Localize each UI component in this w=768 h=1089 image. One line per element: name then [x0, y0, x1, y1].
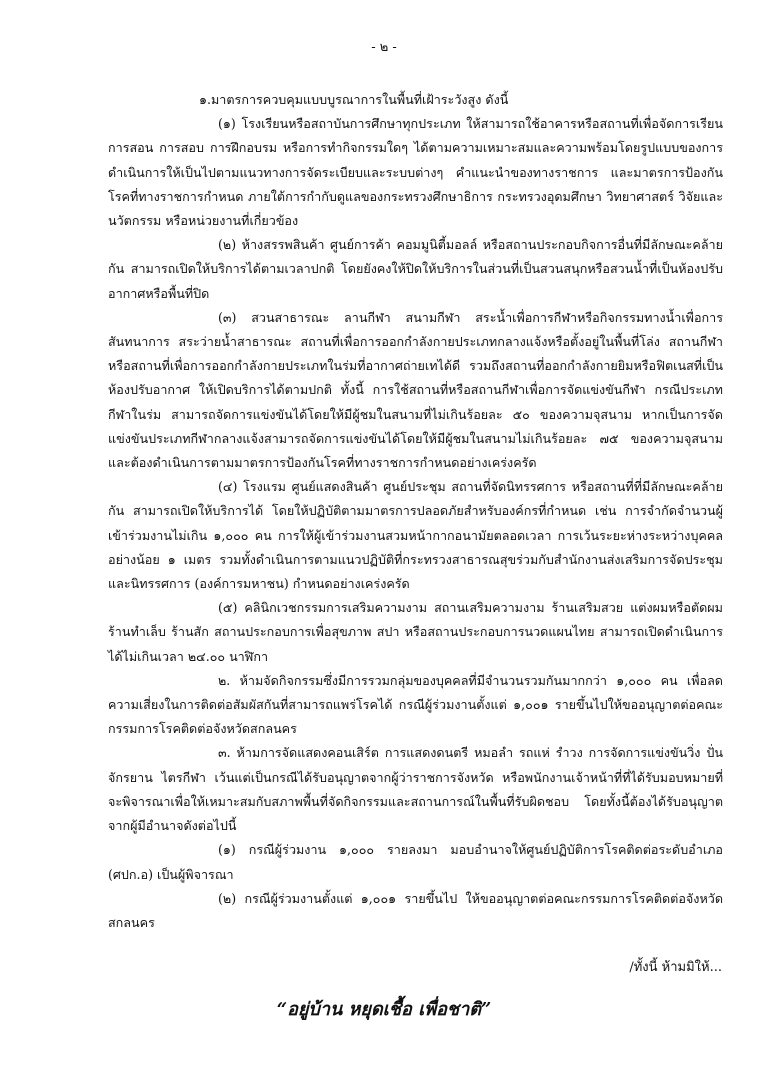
paragraph-1-2-malls: (๒) ห้างสรรพสินค้า ศูนย์การค้า คอมมูนิตี้มอลล์ หรือสถานประกอบกิจการอื่นที่มีลักษณะคล้ายกัน สามารถเปิดให้บริการได้ตามเวลาปกติ โดยยังคงให้ปิดให้บริการในส่วนที่เป็นสวนสนุกหรือสวนน้ำที่เป็นห้องปรับอากาศหรือพื้นที่ปิด — [108, 237, 723, 301]
section-heading-1: ๑.มาตรการควบคุมแบบบูรณาการในพื้นที่เฝ้าระวังสูง ดังนี้ — [199, 92, 509, 107]
slogan: “อยู่บ้าน หยุดเชื้อ เพื่อชาติ” — [276, 999, 492, 1020]
paragraph-1-1-schools: (๑) โรงเรียนหรือสถาบันการศึกษาทุกประเภท ให้สามารถใช้อาคารหรือสถานที่เพื่อจัดการเรียนการสอน การสอบ การฝึกอบรม หรือการทำกิจกรรมใดๆ ได้ตามความเหมาะสมและความพร้อมโดยรูปแบบของการดำเนินการให้เป็นไปตามแนวทางการจัดระเบียบและระบบต่างๆ คำแนะนำของทางราชการ และมาตรการป้องกันโรคที่ทางราชการกำหนด ภายใต้การกำกับดูแลของกระทรวงศึกษาธิการ กระทรวงอุดมศึกษา วิทยาศาสตร์ วิจัยและนวัตกรรม หรือหน่วยงานที่เกี่ยวข้อง — [108, 116, 723, 229]
paragraph-1-5-beauty: (๕) คลินิกเวชกรรมการเสริมความงาม สถานเสริมความงาม ร้านเสริมสวย แต่งผมหรือตัดผม ร้านทำเล็บ ร้านสัก สถานประกอบการเพื่อสุขภาพ สปา หรือสถานประกอบการนวดแผนไทย สามารถเปิดดำเนินการได้ไม่เกินเวลา ๒๔.๐๐ นาฬิกา — [108, 600, 723, 664]
paragraph-1-4-hotels: (๔) โรงแรม ศูนย์แสดงสินค้า ศูนย์ประชุม สถานที่จัดนิทรรศการ หรือสถานที่ที่มีลักษณะคล้ายกัน สามารถเปิดให้บริการได้ โดยให้ปฏิบัติตามมาตรการปลอดภัยสำหรับองค์กรที่กำหนด เช่น การจำกัดจำนวนผู้เข้าร่วมงานไม่เกิน ๑,๐๐๐ คน การให้ผู้เข้าร่วมงานสวมหน้ากากอนามัยตลอดเวลา การเว้นระยะห่างระหว่างบุคคลอย่างน้อย ๑ เมตร รวมทั้งดำเนินการตามแนวปฏิบัติที่กระทรวงสาธารณสุขร่วมกับสำนักงานส่งเสริมการจัดประชุมและนิทรรศการ (องค์การมหาชน) กำหนดอย่างเคร่งครัด — [108, 479, 723, 592]
document-body — [108, 88, 723, 935]
paragraph-3-concerts: ๓. ห้ามการจัดแสดงคอนเสิร์ต การแสดงดนตรี หมอลำ รถแห่ รำวง การจัดการแข่งขันวิ่ง ปั่นจักรยาน ไตรกีฬา เว้นแต่เป็นกรณีได้รับอนุญาตจากผู้ว่าราชการจังหวัด หรือพนักงานเจ้าหน้าที่ที่ได้รับมอบหมายที่จะพิจารณาเพื่อให้เหมาะสมกับสภาพพื้นที่จัดกิจกรรมและสถานการณ์ในพื้นที่รับผิดชอบ โดยทั้งนี้ต้องได้รับอนุญาตจากผู้มีอำนาจดังต่อไปนี้ — [108, 745, 723, 834]
page-number: - ๒ - — [371, 40, 397, 55]
paragraph-3-2: (๒) กรณีผู้ร่วมงานตั้งแต่ ๑,๐๐๑ รายขึ้นไป ให้ขออนุญาตต่อคณะกรรมการโรคติดต่อจังหวัดสกลนคร — [108, 890, 723, 930]
paragraph-1-3-sports: (๓) สวนสาธารณะ ลานกีฬา สนามกีฬา สระน้ำเพื่อการกีฬาหรือกิจกรรมทางน้ำเพื่อการสันทนาการ สระว่ายน้ำสาธารณะ สถานที่เพื่อการออกกำลังกายประเภทกลางแจ้งหรือตั้งอยู่ในพื้นที่โล่ง สถานกีฬาหรือสถานที่เพื่อการออกกำลังกายประเภทในร่มที่อากาศถ่ายเทได้ดี รวมถึงสถานที่ออกกำลังกายยิมหรือฟิตเนสที่เป็นห้องปรับอากาศ ให้เปิดบริการได้ตามปกติ ทั้งนี้ การใช้สถานที่หรือสถานกีฬาเพื่อการจัดแข่งขันกีฬา กรณีประเภทกีฬาในร่ม สามารถจัดการแข่งขันได้โดยให้มีผู้ชมในสนามที่ไม่เกินร้อยละ ๕๐ ของความจุสนาม หากเป็นการจัดแข่งขันประเภทกีฬากลางแจ้งสามารถจัดการแข่งขันได้โดยให้มีผู้ชมในสนามไม่เกินร้อยละ ๗๕ ของความจุสนาม และต้องดำเนินการตามมาตรการป้องกันโรคที่ทางราชการกำหนดอย่างเคร่งครัด — [108, 309, 723, 471]
continuation-note: /ทั้งนี้ ห้ามมิให้... — [629, 960, 722, 975]
paragraph-3-1: (๑) กรณีผู้ร่วมงาน ๑,๐๐๐ รายลงมา มอบอำนาจให้ศูนย์ปฏิบัติการโรคติดต่อระดับอำเภอ (ศปก.อ) เป็นผู้พิจารณา — [108, 842, 723, 882]
paragraph-2-gatherings: ๒. ห้ามจัดกิจกรรมซึ่งมีการรวมกลุ่มของบุคคลที่มีจำนวนรวมกันมากกว่า ๑,๐๐๐ คน เพื่อลดความเสี่ยงในการติดต่อสัมผัสกันที่สามารถแพร่โรคได้ กรณีผู้ร่วมงานตั้งแต่ ๑,๐๐๑ รายขึ้นไปให้ขออนุญาตต่อคณะกรรมการโรคติดต่อจังหวัดสกลนคร — [108, 672, 723, 737]
